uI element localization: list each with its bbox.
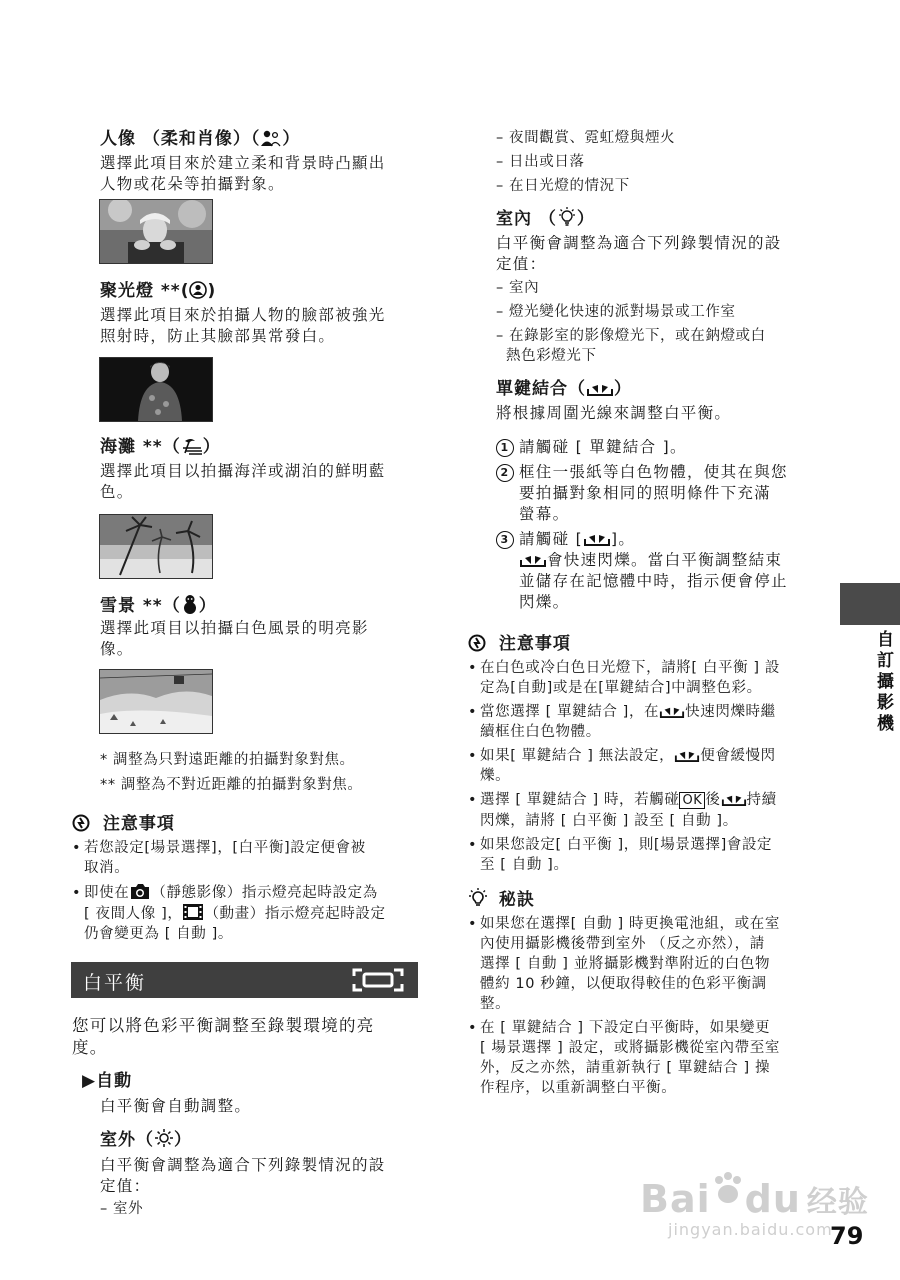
caution-item: • 選擇 [ 單鍵結合 ] 時，若觸碰 OK 後 持續 閃爍，請將 [ 白平衡 ] 設至 [ 自動 ]。 [468,792,777,829]
step-1: 1 請觸碰 [ 單鍵結合 ]。 [496,437,826,458]
onepush-desc: 將根據周圍光線來調整白平衡。 [496,404,732,422]
caution-item: • 如果您設定[ 白平衡 ]，則[場景選擇]會設定 至 [ 自動 ]。 [468,837,773,873]
indoor-heading: 室內 （ ） [496,209,595,229]
spotlight-desc: 選擇此項目來於拍攝人物的臉部被強光 照射時，防止其臉部異常發白。 [100,306,386,345]
beach-photo [99,514,213,579]
caution-heading-left: 注意事項 [72,813,175,835]
one-push-icon [721,792,747,807]
one-push-icon [583,531,611,547]
paw-icon [711,1172,745,1206]
white-balance-icon [352,968,404,992]
section-title: 白平衡 [83,972,147,994]
chapter-label: 自訂攝影機 [873,630,893,735]
auto-desc: 白平衡會自動調整。 [100,1097,252,1115]
one-push-icon [586,381,614,397]
caution-heading-right: 注意事項 [468,633,571,655]
chapter-tab [840,583,900,625]
beach-desc: 選擇此項目以拍攝海洋或湖泊的鮮明藍 色。 [100,462,386,501]
tip-item: • 在 [ 單鍵結合 ] 下設定白平衡時，如果變更 [ 場景選擇 ] 設定，或將攝影機從室內帶至室 外，反之亦然，請重新執行 [ 單鍵結合 ] 操 作程序，以重新調整白平衡。 [468,1020,780,1096]
footnotes: * 調整為只對遠距離的拍攝對象對焦。 ** 調整為不對近距離的拍攝對象對焦。 [100,752,363,793]
step-3: 3 請觸碰 [ ]。 會快速閃爍。當白平衡調整結束 並儲存在記憶體中時，指示便會停止 閃爍。 [496,529,826,613]
portrait-photo [99,199,213,264]
auto-heading: ▶自動 [82,1071,133,1091]
caution-item: • 若您設定[場景選擇]，[白平衡]設定便會被 取消。 [72,840,366,876]
spotlight-heading: 聚光燈 **( ) [100,281,217,301]
tips-list [468,914,820,1098]
caution-item: • 當您選擇 [ 單鍵結合 ]，在 快速閃爍時繼 續框住白色物體。 [468,704,776,740]
ok-button-label: OK [679,792,705,809]
snow-desc: 選擇此項目以拍攝白色風景的明亮影 像。 [100,619,369,658]
sun-icon [154,1128,174,1148]
spotlight-photo [99,357,213,422]
caution-item: • 如果[ 單鍵結合 ] 無法設定， 便會緩慢閃 爍。 [468,748,776,784]
one-push-icon [674,748,700,763]
movie-icon [182,903,204,921]
portrait-desc: 選擇此項目來於建立柔和背景時凸顯出 人物或花朵等拍攝對象。 [100,154,386,193]
page-number: 79 [830,1222,864,1250]
snowman-icon [181,594,199,614]
one-push-icon [659,704,685,719]
caution-item: • 即使在 （靜態影像）指示燈亮起時設定為 [ 夜間人像 ]， （動畫）指示燈亮起時設定 仍會變更為 [ 自動 ]。 [72,882,422,944]
tip-item: • 如果您在選擇[ 自動 ] 時更換電池組，或在室 內使用攝影機後帶到室外 （反之亦然），請 選擇 [ 自動 ] 並將攝影機對準附近的白色物 體約 10 秒鐘，以便取得較佳的色彩平衡調 整。 [468,916,780,1012]
snow-photo [99,669,213,734]
watermark-url: jingyan.baidu.com [668,1220,833,1239]
caution-list-right [468,658,820,875]
caution-item: • 在白色或冷白色日光燈下，請將[ 白平衡 ] 設 定為[自動]或是在[單鍵結合]中調整色彩。 [468,660,780,696]
section-title-bar [71,962,418,998]
outdoor-items-cont: – 夜間觀賞、霓虹燈與煙火 – 日出或日落 – 在日光燈的情況下 [496,130,676,194]
outdoor-desc: 白平衡會調整為適合下列錄製情況的設 定值： [100,1156,386,1195]
indoor-desc: 白平衡會調整為適合下列錄製情況的設 定值： [496,234,782,273]
outdoor-item: – 室外 [100,1201,144,1217]
caution-icon [72,814,90,832]
caution-icon [468,634,486,652]
tips-heading: 秘訣 [468,888,535,911]
white-balance-intro: 您可以將色彩平衡調整至錄製環境的亮 度。 [72,1016,375,1057]
portrait-icon [260,129,282,147]
beach-icon [181,437,203,455]
lightbulb-tip-icon [468,888,488,908]
portrait-heading: 人像 （柔和肖像）（ ） [100,129,301,149]
indoor-items: – 室內 – 燈光變化快速的派對場景或工作室 – 在錄影室的影像燈光下，或在鈉燈或白 熱色彩燈光下 [496,280,766,364]
step-2: 2 框住一張紙等白色物體，使其在與您 要拍攝對象相同的照明條件下充滿 螢幕。 [496,462,826,525]
onepush-heading: 單鍵結合（ ） [496,379,632,399]
outdoor-heading: 室外（ ） [100,1130,192,1150]
camera-icon [129,882,151,900]
bulb-icon [557,207,577,227]
one-push-icon [519,552,547,568]
caution-list-left [72,838,422,944]
onepush-steps [496,437,826,613]
beach-heading: 海灘 **（ ） [100,437,221,457]
spotlight-icon [189,281,207,299]
snow-heading: 雪景 **（ ） [100,596,217,616]
watermark-logo: Bai du 经验 [640,1172,869,1221]
